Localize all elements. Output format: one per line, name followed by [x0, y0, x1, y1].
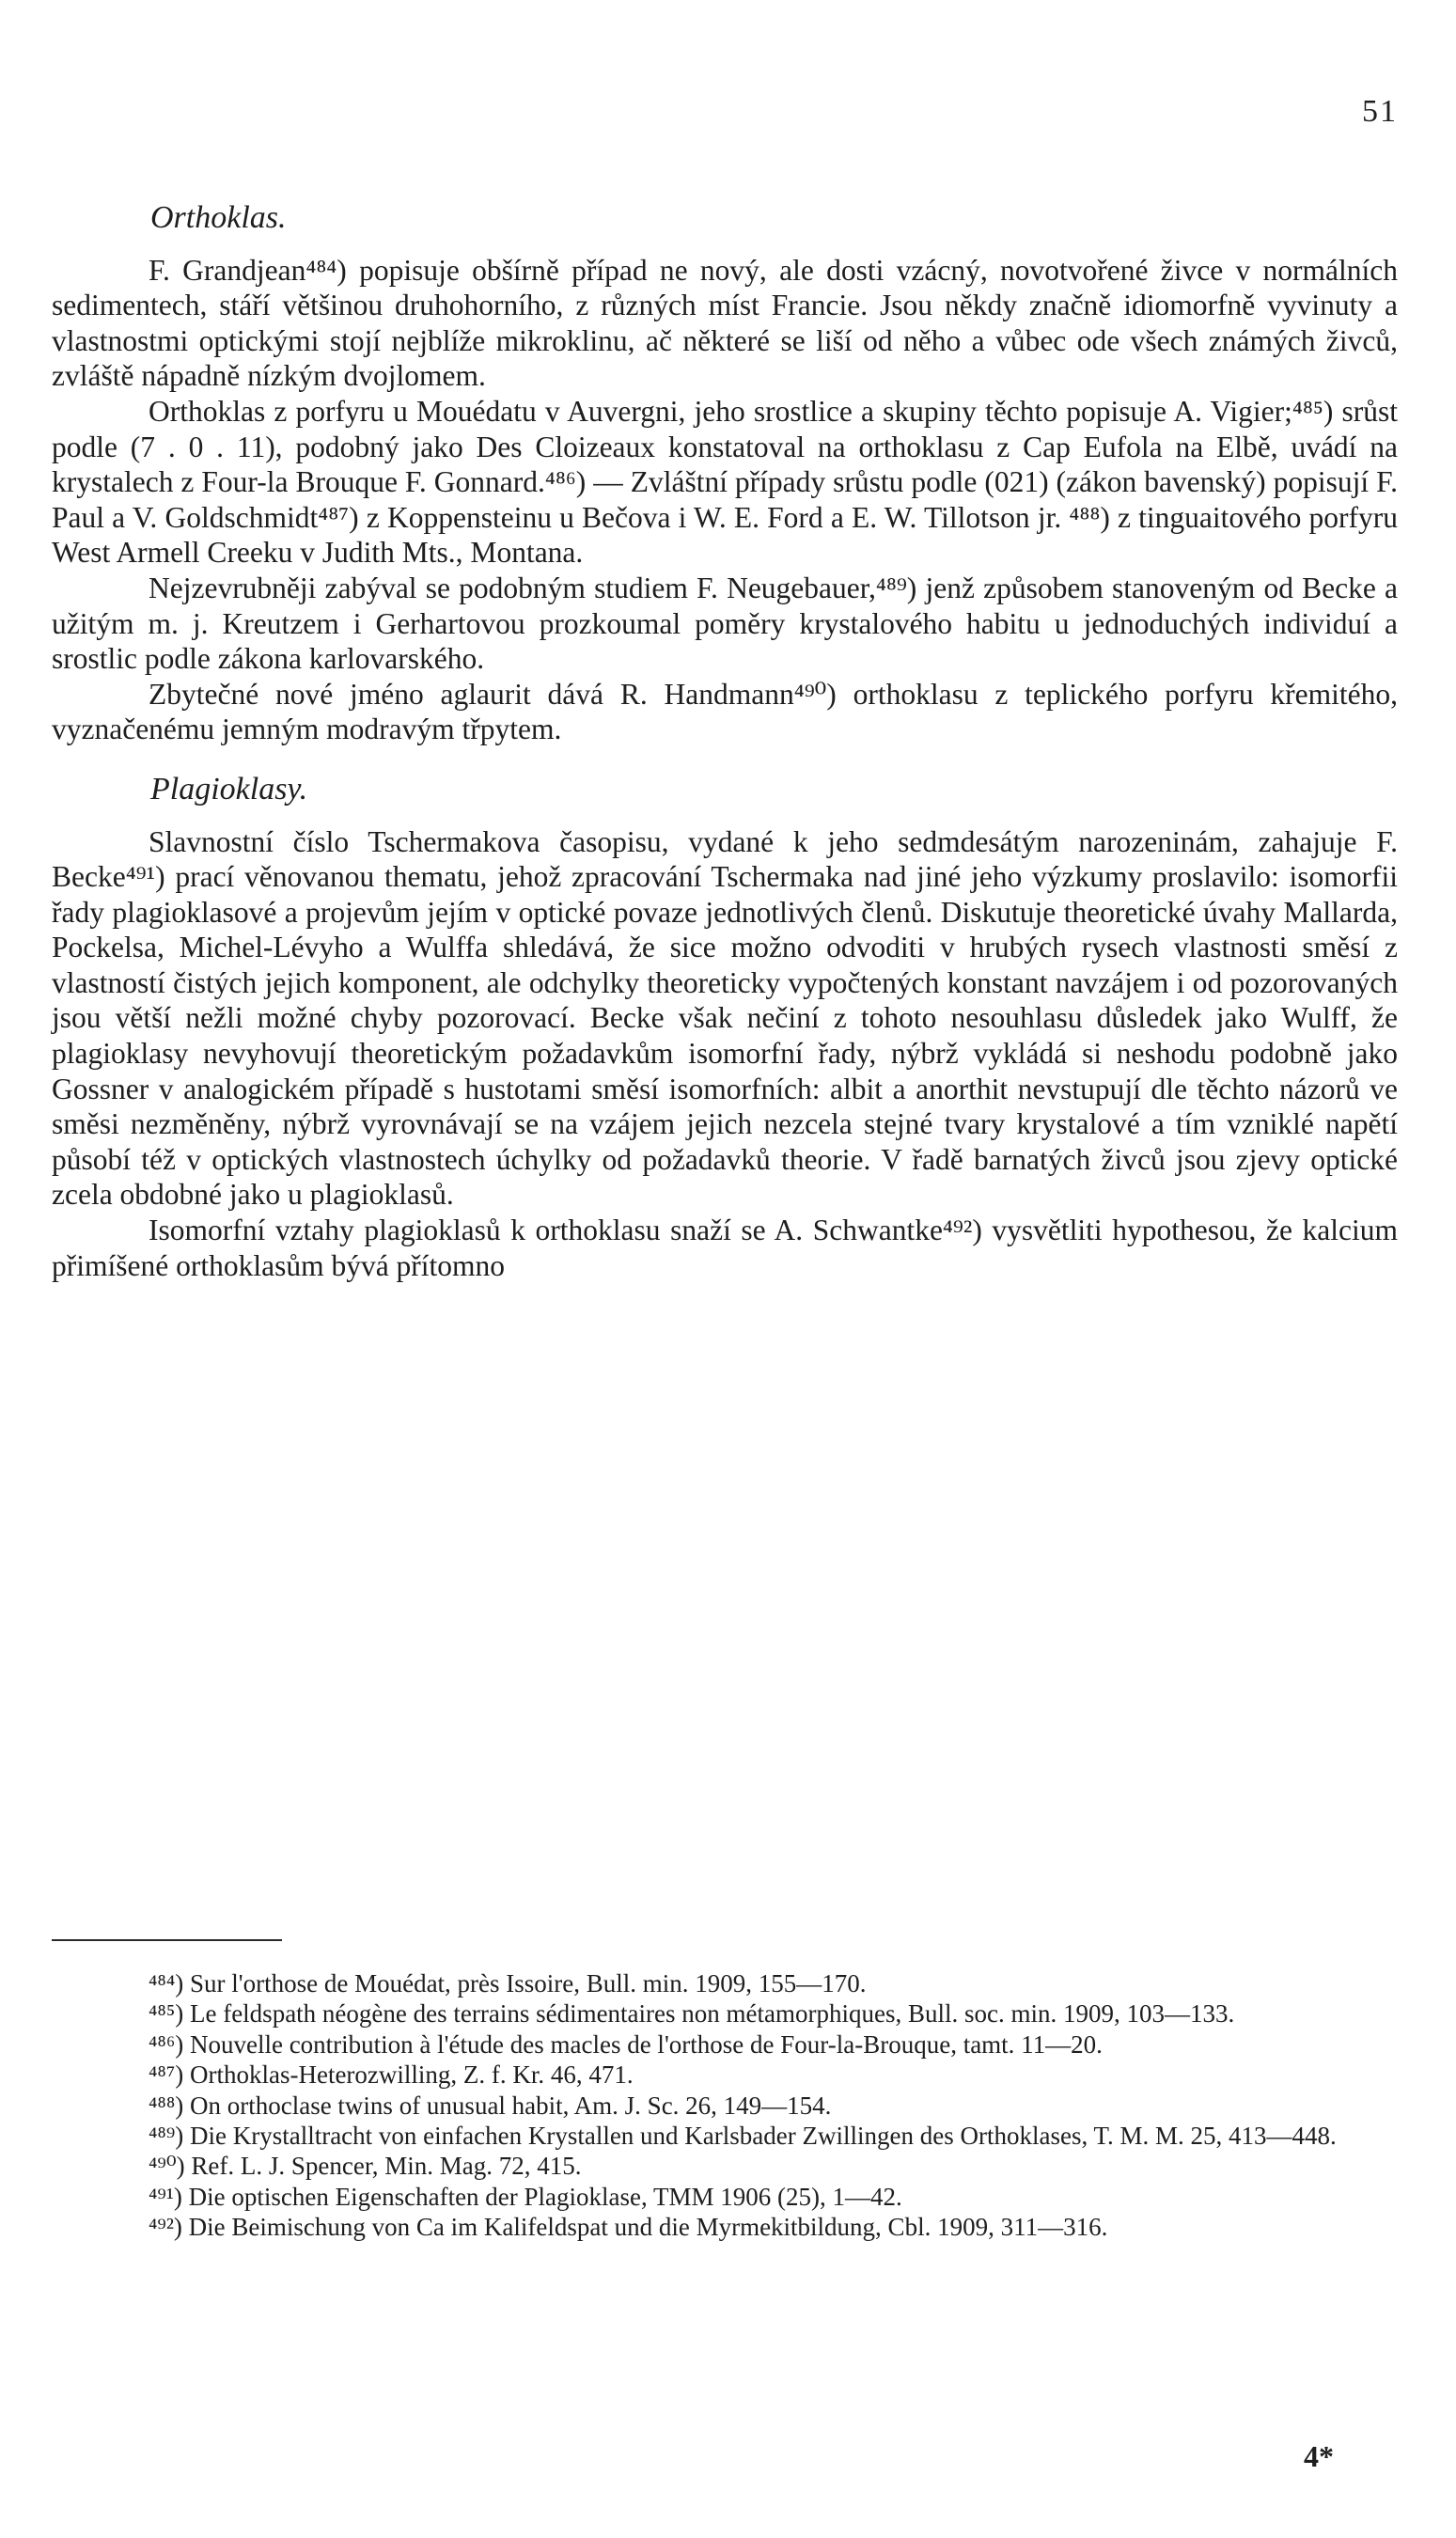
paragraph: Slavnostní číslo Tschermakova časopisu, vydané k jeho sedmdesátým narozeninám, zahajuje F. Becke⁴⁹¹) prací věnovanou thematu, jehož zpracování Tschermaka nad jiné jeho výzkumy proslavilo: isomorfii řady plagioklasové a projevům jejím v optické povaze jednotlivých členů. Diskutuje theoretické úvahy Mallarda, Pockelsa, Michel-Lévyho a Wulffa shledává, že sice možno odvoditi v hrubých rysech vlastnosti směsí z vlastností čistých jejich komponent, ale odchylky theoreticky vypočtených konstant navzájem i od pozorovaných jsou větší nežli možné chyby pozorovací. Becke však nečiní z tohoto nesouhlasu důsledek jako Wulff, že plagioklasy nevyhovují theoretickým požadavkům isomorfní řady, nýbrž vykládá si neshodu podobně jako Gossner v analogickém případě s hustotami směsí isomorfních: albit a anorthit nevstupují dle těchto názorů ve směsi nezměněny, nýbrž vyrovnávají se na vzájem jejich nezcela stejné tvary krystalové a tím vzniklé napětí působí též v optických vlastnostech úchylky od požadavků theorie. V řadě barnatých živců jsou zjevy optické zcela obdobné jako u plagioklasů.: [52, 824, 1398, 1212]
main-text: [52, 200, 1398, 1283]
footnote: ⁴⁸⁵) Le feldspath néogène des terrains sédimentaires non métamorphiques, Bull. soc. min. 1909, 103—133.: [149, 1999, 1235, 2029]
footnote: ⁴⁸⁸) On orthoclase twins of unusual habit, Am. J. Sc. 26, 149—154.: [149, 2091, 832, 2120]
paragraph: Isomorfní vztahy plagioklasů k orthoklasu snaží se A. Schwantke⁴⁹²) vysvětliti hypothesou, že kalcium přimíšené orthoklasům bývá přítomno: [52, 1214, 1398, 1282]
footnote-separator: [52, 1939, 282, 1941]
paragraph: Zbytečné nové jméno aglaurit dává R. Handmann⁴⁹⁰) orthoklasu z teplického porfyru křemitého, vyznačenému jemným modravým třpytem.: [52, 677, 1398, 746]
footnotes: [52, 1968, 1398, 2243]
footnote: ⁴⁸⁷) Orthoklas-Heterozwilling, Z. f. Kr. 46, 471.: [149, 2060, 634, 2090]
footnote: ⁴⁹¹) Die optischen Eigenschaften der Plagioklase, TMM 1906 (25), 1—42.: [149, 2182, 902, 2211]
footnote: ⁴⁸⁴) Sur l'orthose de Mouédat, près Issoire, Bull. min. 1909, 155—170.: [149, 1969, 867, 1998]
paragraph: Nejzevrubněji zabýval se podobným studiem F. Neugebauer,⁴⁸⁹) jenž způsobem stanoveným od Becke a užitým m. j. Kreutzem i Gerhartovou prozkoumal poměry krystalového habitu u jednoduchých individuí a srostlic podle zákona karlovarského.: [52, 571, 1398, 676]
footnote: ⁴⁹²) Die Beimischung von Ca im Kalifeldspat und die Myrmekitbildung, Cbl. 1909, 311—316.: [149, 2213, 1108, 2242]
footnote: ⁴⁸⁹) Die Krystalltracht von einfachen Krystallen und Karlsbader Zwillingen des Orthoklases, T. M. M. 25, 413—448.: [149, 2122, 1337, 2151]
signature-mark: 4*: [1304, 2439, 1334, 2473]
footnote: ⁴⁸⁶) Nouvelle contribution à l'étude des macles de l'orthose de Four-la-Brouque, tamt. 11—20.: [149, 2029, 1103, 2059]
section-title-plagioklasy: Plagioklasy.: [150, 771, 308, 807]
paragraph: F. Grandjean⁴⁸⁴) popisuje obšírně případ ne nový, ale dosti vzácný, novotvořené živce v normálních sedimentech, stáří většinou druhohorního, z různých míst Francie. Jsou někdy značně idiomorfně vyvinuty a vlastnostmi optickými stojí nejblíže mikroklinu, ač některé se liší od něho a vůbec ode všech známých živců, zvláště nápadně nízkým dvojlomem.: [52, 253, 1398, 393]
page-number: 51: [1362, 94, 1398, 129]
paragraph: Orthoklas z porfyru u Mouédatu v Auvergni, jeho srostlice a skupiny těchto popisuje A. Vigier;⁴⁸⁵) srůst podle (7 . 0 . 11), podobný jako Des Cloizeaux konstatoval na orthoklasu z Cap Eufola na Elbě, uvádí na krystalech z Four-la Brouque F. Gonnard.⁴⁸⁶) — Zvláštní případy srůstu podle (021) (zákon bavenský) popisují F. Paul a V. Goldschmidt⁴⁸⁷) z Koppensteinu u Bečova i W. E. Ford a E. W. Tillotson jr. ⁴⁸⁸) z tinguaitového porfyru West Armell Creeku v Judith Mts., Montana.: [52, 394, 1398, 570]
footnote: ⁴⁹⁰) Ref. L. J. Spencer, Min. Mag. 72, 415.: [149, 2152, 582, 2181]
section-title-orthoklas: Orthoklas.: [150, 200, 287, 235]
